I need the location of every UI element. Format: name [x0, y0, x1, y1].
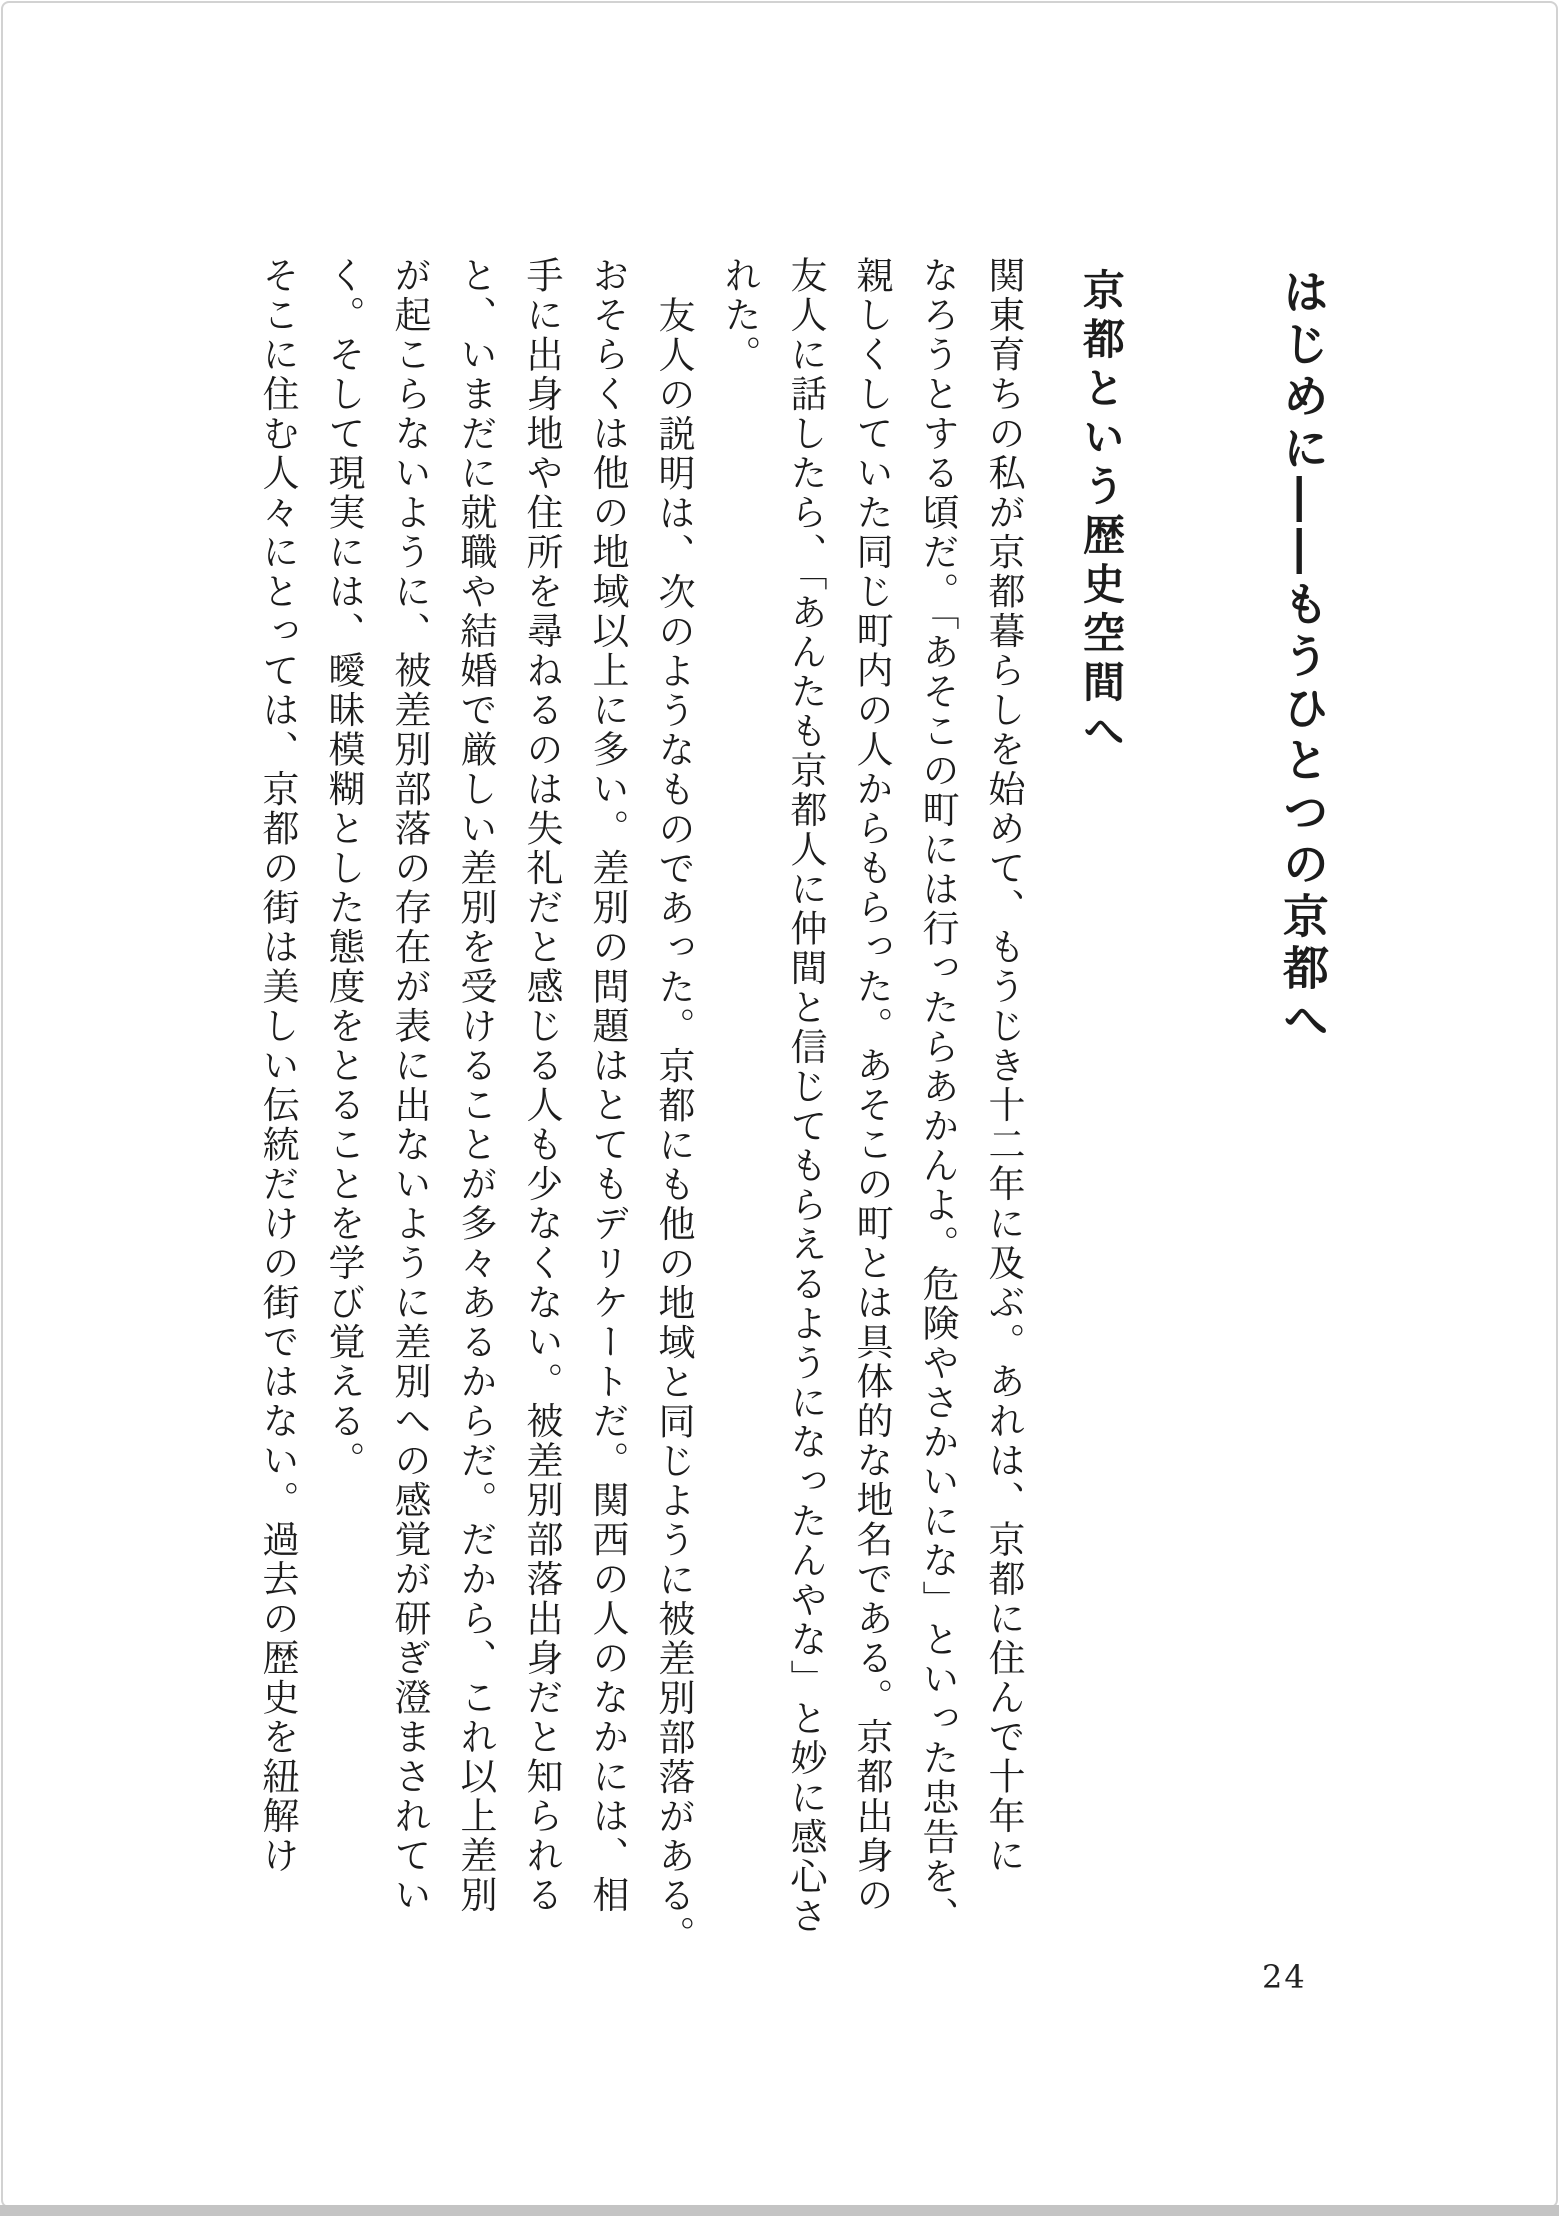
- body-column-5: れた。: [718, 256, 761, 375]
- body-column-12: そこに住む人々にとっては、京都の街は美しい伝統だけの街ではない。過去の歴史を紐解け: [256, 256, 299, 1876]
- body-column-6: 友人の説明は、次のようなものであった。京都にも他の地域と同じように被差別部落がある。: [652, 296, 695, 1955]
- body-column-1: 関東育ちの私が京都暮らしを始めて、もうじき十二年に及ぶ。あれは、京都に住んで十年に: [982, 256, 1025, 1876]
- chapter-title: はじめに――もうひとつの京都へ: [1276, 268, 1330, 1048]
- body-column-4: 友人に話したら、「あんたも京都人に仲間と信じてもらえるようになったんやな」と妙に感心さ: [784, 256, 827, 1936]
- body-column-3: 親しくしていた同じ町内の人からもらった。あそこの町とは具体的な地名である。京都出身の: [850, 256, 893, 1915]
- body-column-9: と、いまだに就職や結婚で厳しい差別を受けることが多々あるからだ。だから、これ以上差別: [454, 256, 497, 1915]
- body-column-8: 手に出身地や住所を尋ねるのは失礼だと感じる人も少なくない。被差別部落出身だと知られる: [520, 256, 563, 1915]
- body-column-7: おそらくは他の地域以上に多い。差別の問題はとてもデリケートだ。関西の人のなかには、相: [586, 256, 629, 1915]
- section-heading: 京都という歴史空間へ: [1077, 268, 1126, 758]
- body-column-11: く。そして現実には、曖昧模糊とした態度をとることを学び覚える。: [322, 256, 365, 1481]
- body-column-2: なろうとする頃だ。「あそこの町には行ったらあかんよ。危険やさかいにな」といった忠告を、: [916, 256, 959, 1936]
- body-column-10: が起こらないように、被差別部落の存在が表に出ないように差別への感覚が研ぎ澄まされてい: [388, 256, 431, 1915]
- page-bottom-edge: [0, 2205, 1559, 2216]
- page-number: 24: [1262, 1958, 1307, 1996]
